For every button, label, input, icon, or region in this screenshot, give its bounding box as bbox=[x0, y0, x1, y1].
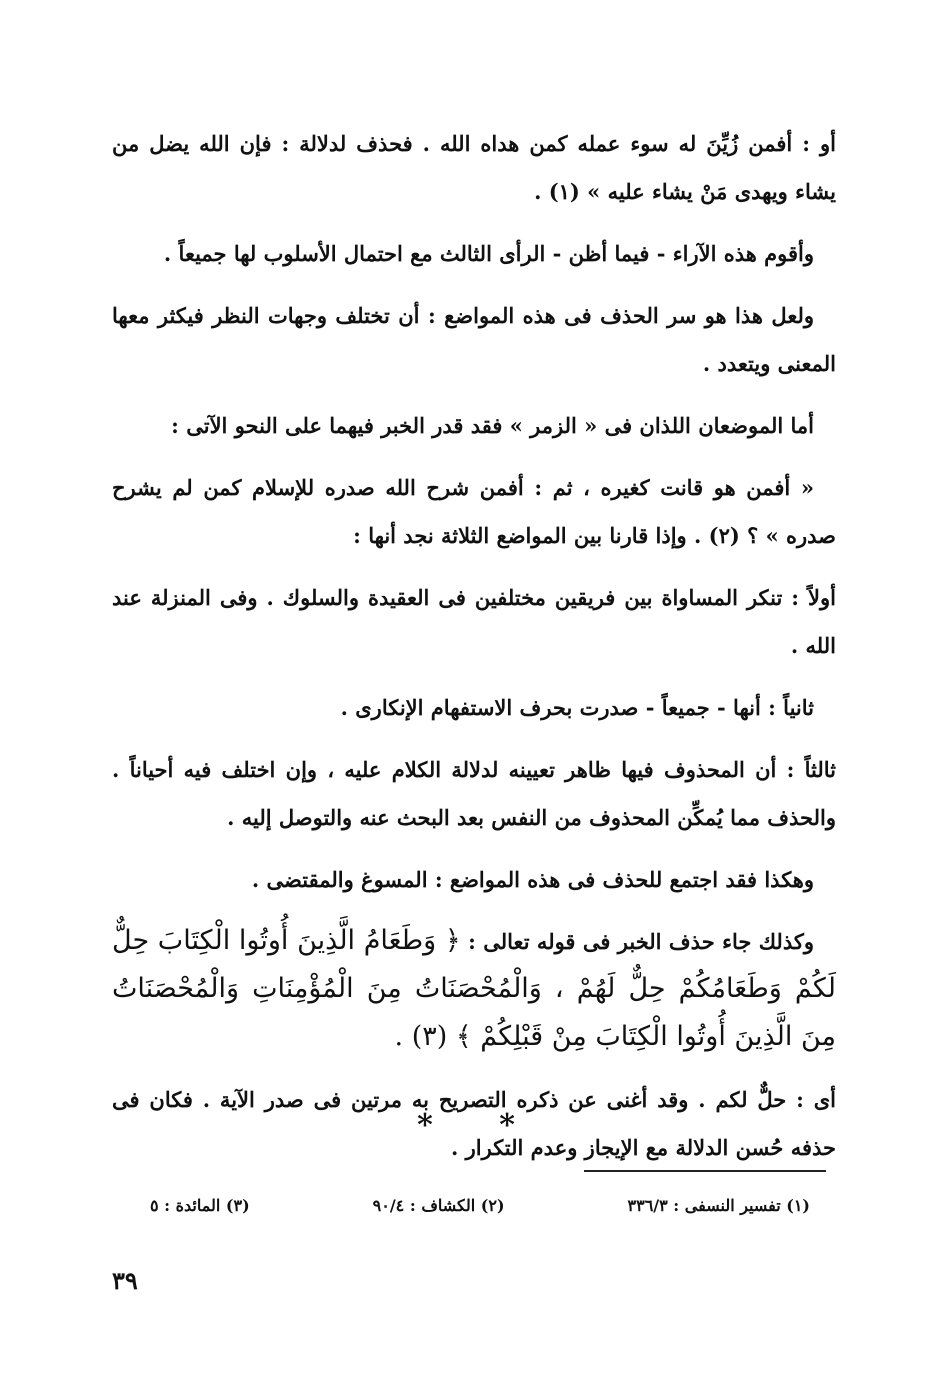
paragraph-2: وأقوم هذه الآراء - فيما أظن - الرأى الثالث مع احتمال الأسلوب لها جميعاً . bbox=[163, 241, 814, 266]
paragraph-5: « أفمن هو قانت كغيره ، ثم : أفمن شرح الله صدره للإسلام كمن لم يشرح صدره » ؟ (٢) . وإذا قارنا بين المواضع الثلاثة نجد أنها : bbox=[112, 475, 836, 548]
closing-paragraph: أى : حلٌّ لكم . وقد أغنى عن ذكره التصريح به مرتين فى صدر الآية . فكان فى حذفه حُسن الدلالة مع الإيجاز وعدم التكرار . bbox=[112, 1087, 836, 1160]
paragraph-8: ثالثاً : أن المحذوف فيها ظاهر تعيينه لدلالة الكلام عليه ، وإن اختلف فيه أحياناً . والحذف مما يُمكِّن المحذوف من النفس بعد البحث عنه والتوصل إليه . bbox=[112, 757, 836, 830]
footnotes bbox=[150, 1196, 810, 1215]
paragraph-3: ولعل هذا هو سر الحذف فى هذه المواضع : أن تختلف وجهات النظر فيكثر معها المعنى ويتعدد . bbox=[112, 303, 836, 376]
main-text bbox=[112, 120, 836, 1186]
footnote-separator bbox=[584, 1170, 826, 1172]
paragraph-1: أو : أفمن زُيِّنَ له سوء عمله كمن هداه الله . فحذف لدلالة : فإن الله يضل من يشاء ويهدى مَنْ يشاء عليه » (١) . bbox=[112, 131, 836, 204]
section-divider bbox=[0, 1108, 932, 1143]
quran-paragraph bbox=[112, 918, 836, 1062]
quran-intro: وكذلك جاء حذف الخبر فى قوله تعالى : bbox=[468, 929, 814, 954]
quran-verse: ﴿ وَطَعَامُ الَّذِينَ أُوتُوا الْكِتَابَ حِلٌّ لَكُمْ وَطَعَامُكُمْ حِلٌّ لَهُمْ ، وَالْمُحْصَنَاتُ مِنَ الْمُؤْمِنَاتِ وَالْمُحْصَنَاتُ مِنَ الَّذِينَ أُوتُوا الْكِتَابَ مِنْ قَبْلِكُمْ ﴾ (٣) . bbox=[112, 925, 836, 1052]
paragraph-7: ثانياً : أنها - جميعاً - صدرت بحرف الاستفهام الإنكارى . bbox=[340, 695, 814, 720]
footnote-2: (٢) الكشاف : ٩٠/٤ bbox=[372, 1196, 505, 1215]
footnote-3: (٣) المائدة : ٥ bbox=[150, 1196, 250, 1215]
page-number: ٣٩ bbox=[112, 1266, 138, 1295]
paragraph-9: وهكذا فقد اجتمع للحذف فى هذه المواضع : المسوغ والمقتضى . bbox=[251, 867, 814, 892]
asterisk-right: * bbox=[499, 1108, 515, 1143]
paragraph-4: أما الموضعان اللذان فى « الزمر » فقد قدر الخبر فيهما على النحو الآتى : bbox=[171, 413, 814, 438]
paragraph-6: أولاً : تنكر المساواة بين فريقين مختلفين فى العقيدة والسلوك . وفى المنزلة عند الله . bbox=[112, 585, 836, 658]
footnote-1: (١) تفسير النسفى : ٣٣٦/٣ bbox=[627, 1196, 810, 1215]
asterisk-left: * bbox=[417, 1108, 433, 1143]
